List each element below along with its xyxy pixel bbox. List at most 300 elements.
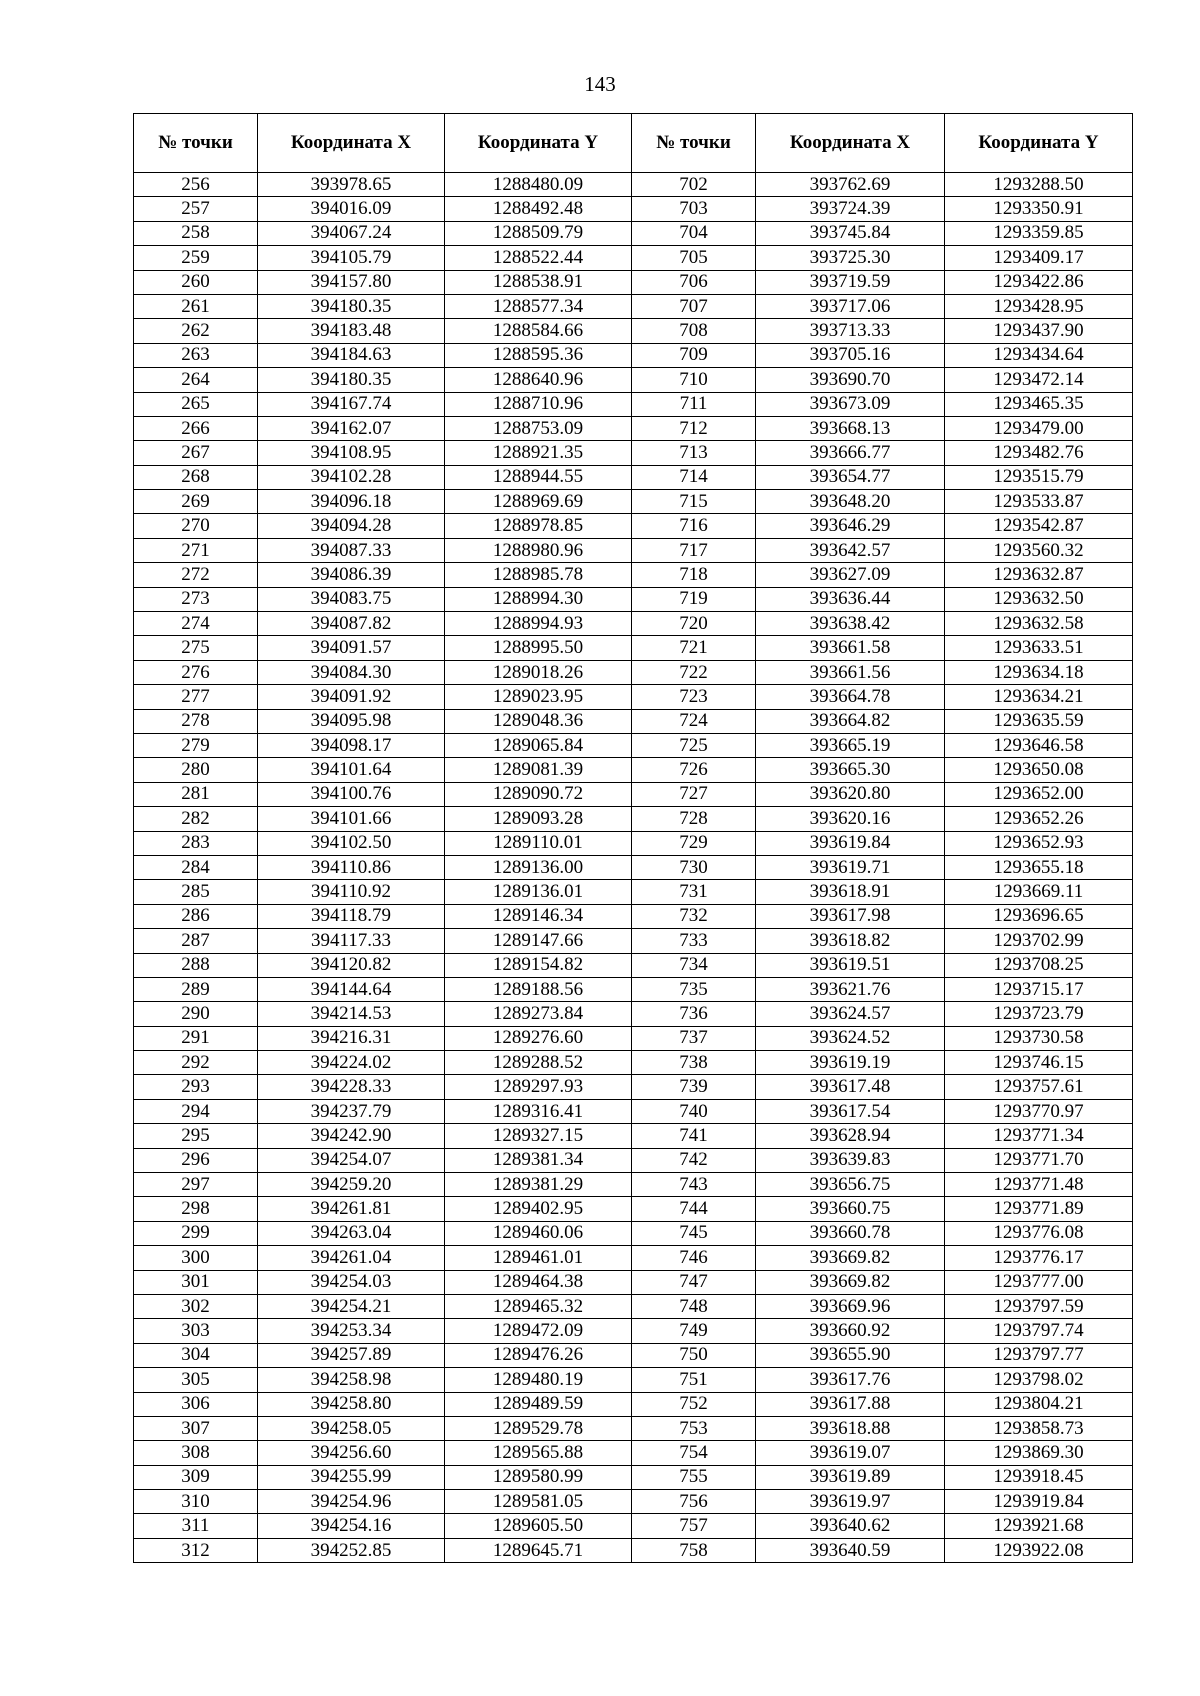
cell-coordinate-y: 1289065.84 <box>445 733 632 757</box>
table-row <box>134 514 1133 538</box>
table-row <box>134 1368 1133 1392</box>
cell-coordinate-x: 394091.92 <box>258 685 445 709</box>
cell-coordinate-y: 1289381.29 <box>445 1173 632 1197</box>
cell-coordinate-x: 394216.31 <box>258 1026 445 1050</box>
cell-coordinate-y-2: 1293669.11 <box>945 880 1133 904</box>
table-row <box>134 1075 1133 1099</box>
cell-coordinate-y: 1289465.32 <box>445 1294 632 1318</box>
header-coordinate-y-2: Координата Y <box>945 114 1133 173</box>
cell-coordinate-y-2: 1293428.95 <box>945 294 1133 318</box>
cell-coordinate-x-2: 393639.83 <box>756 1148 945 1172</box>
cell-coordinate-y: 1289461.01 <box>445 1246 632 1270</box>
cell-coordinate-x: 394118.79 <box>258 904 445 928</box>
cell-point-number: 259 <box>134 246 258 270</box>
table-row <box>134 1441 1133 1465</box>
cell-coordinate-y-2: 1293635.59 <box>945 709 1133 733</box>
cell-point-number: 303 <box>134 1319 258 1343</box>
cell-coordinate-x-2: 393668.13 <box>756 416 945 440</box>
cell-coordinate-y: 1288595.36 <box>445 343 632 367</box>
cell-coordinate-x: 394144.64 <box>258 977 445 1001</box>
cell-coordinate-x: 394086.39 <box>258 563 445 587</box>
cell-point-number: 297 <box>134 1173 258 1197</box>
cell-coordinate-y-2: 1293757.61 <box>945 1075 1133 1099</box>
cell-point-number-2: 718 <box>632 563 756 587</box>
cell-point-number-2: 725 <box>632 733 756 757</box>
cell-coordinate-y-2: 1293652.93 <box>945 831 1133 855</box>
cell-point-number: 293 <box>134 1075 258 1099</box>
cell-point-number: 287 <box>134 929 258 953</box>
cell-point-number: 295 <box>134 1124 258 1148</box>
cell-coordinate-y: 1289297.93 <box>445 1075 632 1099</box>
table-row <box>134 758 1133 782</box>
cell-coordinate-y: 1289288.52 <box>445 1051 632 1075</box>
cell-coordinate-y: 1289476.26 <box>445 1343 632 1367</box>
cell-point-number: 306 <box>134 1392 258 1416</box>
cell-point-number: 269 <box>134 490 258 514</box>
cell-coordinate-y: 1289480.19 <box>445 1368 632 1392</box>
cell-coordinate-y-2: 1293655.18 <box>945 855 1133 879</box>
cell-coordinate-y: 1288753.09 <box>445 416 632 440</box>
cell-coordinate-x: 394228.33 <box>258 1075 445 1099</box>
table-row <box>134 563 1133 587</box>
cell-point-number: 272 <box>134 563 258 587</box>
cell-coordinate-y: 1289581.05 <box>445 1490 632 1514</box>
cell-point-number-2: 745 <box>632 1221 756 1245</box>
cell-coordinate-x: 394259.20 <box>258 1173 445 1197</box>
cell-point-number-2: 721 <box>632 636 756 660</box>
cell-coordinate-y: 1288994.30 <box>445 587 632 611</box>
cell-coordinate-x: 394105.79 <box>258 246 445 270</box>
table-row <box>134 294 1133 318</box>
cell-point-number-2: 742 <box>632 1148 756 1172</box>
cell-point-number: 263 <box>134 343 258 367</box>
cell-coordinate-x-2: 393617.98 <box>756 904 945 928</box>
table-header <box>134 114 1133 173</box>
cell-point-number-2: 732 <box>632 904 756 928</box>
cell-point-number-2: 712 <box>632 416 756 440</box>
cell-coordinate-x: 394102.28 <box>258 465 445 489</box>
cell-coordinate-y-2: 1293560.32 <box>945 538 1133 562</box>
cell-point-number: 291 <box>134 1026 258 1050</box>
cell-coordinate-y: 1288978.85 <box>445 514 632 538</box>
cell-point-number: 258 <box>134 221 258 245</box>
cell-coordinate-y: 1288921.35 <box>445 441 632 465</box>
cell-coordinate-x-2: 393646.29 <box>756 514 945 538</box>
cell-coordinate-y-2: 1293797.74 <box>945 1319 1133 1343</box>
cell-point-number-2: 715 <box>632 490 756 514</box>
cell-coordinate-x-2: 393654.77 <box>756 465 945 489</box>
table-row <box>134 782 1133 806</box>
cell-coordinate-y: 1288480.09 <box>445 173 632 197</box>
cell-coordinate-x-2: 393719.59 <box>756 270 945 294</box>
table-row <box>134 929 1133 953</box>
cell-point-number: 270 <box>134 514 258 538</box>
cell-point-number: 310 <box>134 1490 258 1514</box>
cell-coordinate-x-2: 393669.82 <box>756 1246 945 1270</box>
cell-coordinate-x-2: 393636.44 <box>756 587 945 611</box>
cell-point-number: 307 <box>134 1416 258 1440</box>
cell-point-number: 275 <box>134 636 258 660</box>
cell-point-number: 284 <box>134 855 258 879</box>
cell-coordinate-x: 394257.89 <box>258 1343 445 1367</box>
table-row <box>134 270 1133 294</box>
cell-coordinate-x-2: 393762.69 <box>756 173 945 197</box>
table-row <box>134 1490 1133 1514</box>
cell-coordinate-y-2: 1293465.35 <box>945 392 1133 416</box>
cell-coordinate-x-2: 393705.16 <box>756 343 945 367</box>
cell-coordinate-x-2: 393621.76 <box>756 977 945 1001</box>
cell-coordinate-x-2: 393620.16 <box>756 807 945 831</box>
cell-coordinate-y: 1289460.06 <box>445 1221 632 1245</box>
cell-coordinate-y-2: 1293708.25 <box>945 953 1133 977</box>
header-coordinate-y: Координата Y <box>445 114 632 173</box>
table-row <box>134 1124 1133 1148</box>
cell-coordinate-x-2: 393638.42 <box>756 612 945 636</box>
coordinates-table <box>133 113 1133 1563</box>
table-row <box>134 173 1133 197</box>
cell-coordinate-x-2: 393665.19 <box>756 733 945 757</box>
cell-point-number: 274 <box>134 612 258 636</box>
table-row <box>134 416 1133 440</box>
cell-coordinate-y-2: 1293746.15 <box>945 1051 1133 1075</box>
cell-coordinate-y-2: 1293350.91 <box>945 197 1133 221</box>
cell-coordinate-y: 1288710.96 <box>445 392 632 416</box>
cell-coordinate-y: 1289154.82 <box>445 953 632 977</box>
cell-point-number-2: 702 <box>632 173 756 197</box>
cell-coordinate-y: 1289327.15 <box>445 1124 632 1148</box>
table-row <box>134 831 1133 855</box>
cell-coordinate-x: 393978.65 <box>258 173 445 197</box>
cell-coordinate-y: 1289472.09 <box>445 1319 632 1343</box>
cell-point-number: 268 <box>134 465 258 489</box>
cell-coordinate-y-2: 1293797.77 <box>945 1343 1133 1367</box>
cell-coordinate-x: 394254.03 <box>258 1270 445 1294</box>
table-body <box>134 173 1133 1563</box>
cell-point-number-2: 741 <box>632 1124 756 1148</box>
cell-point-number: 273 <box>134 587 258 611</box>
cell-point-number-2: 740 <box>632 1099 756 1123</box>
cell-coordinate-y-2: 1293515.79 <box>945 465 1133 489</box>
cell-point-number-2: 709 <box>632 343 756 367</box>
cell-point-number-2: 706 <box>632 270 756 294</box>
table-row <box>134 855 1133 879</box>
cell-coordinate-y-2: 1293472.14 <box>945 368 1133 392</box>
cell-coordinate-y: 1289402.95 <box>445 1197 632 1221</box>
cell-coordinate-y-2: 1293632.50 <box>945 587 1133 611</box>
table-row <box>134 1002 1133 1026</box>
cell-coordinate-y: 1288577.34 <box>445 294 632 318</box>
cell-coordinate-x-2: 393619.51 <box>756 953 945 977</box>
cell-coordinate-x: 394098.17 <box>258 733 445 757</box>
cell-coordinate-y-2: 1293921.68 <box>945 1514 1133 1538</box>
cell-coordinate-x: 394255.99 <box>258 1465 445 1489</box>
cell-coordinate-y-2: 1293804.21 <box>945 1392 1133 1416</box>
cell-coordinate-x: 394120.82 <box>258 953 445 977</box>
cell-point-number-2: 722 <box>632 660 756 684</box>
table-row <box>134 441 1133 465</box>
cell-coordinate-y: 1288492.48 <box>445 197 632 221</box>
cell-coordinate-x: 394258.80 <box>258 1392 445 1416</box>
cell-coordinate-y-2: 1293918.45 <box>945 1465 1133 1489</box>
table-row <box>134 733 1133 757</box>
cell-coordinate-x-2: 393619.84 <box>756 831 945 855</box>
cell-point-number: 299 <box>134 1221 258 1245</box>
cell-point-number-2: 752 <box>632 1392 756 1416</box>
cell-coordinate-y: 1289018.26 <box>445 660 632 684</box>
cell-coordinate-y-2: 1293715.17 <box>945 977 1133 1001</box>
header-point-number-2: № точки <box>632 114 756 173</box>
cell-coordinate-y: 1289136.00 <box>445 855 632 879</box>
cell-coordinate-x-2: 393617.76 <box>756 1368 945 1392</box>
cell-point-number-2: 750 <box>632 1343 756 1367</box>
cell-point-number-2: 728 <box>632 807 756 831</box>
cell-coordinate-y-2: 1293634.18 <box>945 660 1133 684</box>
cell-coordinate-y-2: 1293798.02 <box>945 1368 1133 1392</box>
cell-coordinate-y-2: 1293409.17 <box>945 246 1133 270</box>
cell-coordinate-y: 1288538.91 <box>445 270 632 294</box>
cell-coordinate-x: 394183.48 <box>258 319 445 343</box>
cell-coordinate-y: 1289048.36 <box>445 709 632 733</box>
table-row <box>134 1538 1133 1562</box>
cell-coordinate-y: 1289529.78 <box>445 1416 632 1440</box>
cell-coordinate-y: 1289381.34 <box>445 1148 632 1172</box>
cell-coordinate-x: 394258.98 <box>258 1368 445 1392</box>
cell-coordinate-x-2: 393661.58 <box>756 636 945 660</box>
cell-coordinate-x-2: 393664.78 <box>756 685 945 709</box>
cell-point-number-2: 746 <box>632 1246 756 1270</box>
cell-point-number: 262 <box>134 319 258 343</box>
cell-coordinate-x: 394254.07 <box>258 1148 445 1172</box>
cell-coordinate-x-2: 393713.33 <box>756 319 945 343</box>
cell-point-number-2: 730 <box>632 855 756 879</box>
table-row <box>134 1099 1133 1123</box>
cell-point-number-2: 726 <box>632 758 756 782</box>
cell-coordinate-y: 1289090.72 <box>445 782 632 806</box>
cell-point-number: 288 <box>134 953 258 977</box>
cell-coordinate-y-2: 1293777.00 <box>945 1270 1133 1294</box>
cell-coordinate-x-2: 393618.82 <box>756 929 945 953</box>
cell-coordinate-x-2: 393640.62 <box>756 1514 945 1538</box>
cell-point-number: 279 <box>134 733 258 757</box>
cell-coordinate-x-2: 393664.82 <box>756 709 945 733</box>
cell-point-number: 302 <box>134 1294 258 1318</box>
cell-coordinate-y: 1288980.96 <box>445 538 632 562</box>
cell-coordinate-x-2: 393617.54 <box>756 1099 945 1123</box>
cell-coordinate-x-2: 393660.75 <box>756 1197 945 1221</box>
table-row <box>134 1416 1133 1440</box>
cell-point-number-2: 747 <box>632 1270 756 1294</box>
cell-coordinate-x-2: 393642.57 <box>756 538 945 562</box>
table-row <box>134 587 1133 611</box>
cell-coordinate-y: 1288944.55 <box>445 465 632 489</box>
cell-point-number: 260 <box>134 270 258 294</box>
cell-point-number: 286 <box>134 904 258 928</box>
table-row <box>134 1173 1133 1197</box>
cell-coordinate-y: 1289023.95 <box>445 685 632 709</box>
table-row <box>134 904 1133 928</box>
table-row <box>134 1514 1133 1538</box>
cell-coordinate-x: 394263.04 <box>258 1221 445 1245</box>
cell-point-number-2: 735 <box>632 977 756 1001</box>
table-row <box>134 490 1133 514</box>
cell-coordinate-x: 394101.66 <box>258 807 445 831</box>
cell-coordinate-y: 1289605.50 <box>445 1514 632 1538</box>
table-row <box>134 1343 1133 1367</box>
cell-coordinate-x: 394157.80 <box>258 270 445 294</box>
cell-coordinate-y-2: 1293632.87 <box>945 563 1133 587</box>
cell-coordinate-y-2: 1293646.58 <box>945 733 1133 757</box>
cell-coordinate-x: 394096.18 <box>258 490 445 514</box>
cell-coordinate-x: 394242.90 <box>258 1124 445 1148</box>
cell-coordinate-y-2: 1293771.48 <box>945 1173 1133 1197</box>
table-row <box>134 221 1133 245</box>
table-row <box>134 246 1133 270</box>
cell-point-number-2: 729 <box>632 831 756 855</box>
cell-coordinate-x-2: 393640.59 <box>756 1538 945 1562</box>
header-point-number: № точки <box>134 114 258 173</box>
cell-coordinate-x-2: 393669.96 <box>756 1294 945 1318</box>
cell-point-number-2: 737 <box>632 1026 756 1050</box>
cell-point-number-2: 727 <box>632 782 756 806</box>
cell-coordinate-x: 394254.21 <box>258 1294 445 1318</box>
cell-point-number: 271 <box>134 538 258 562</box>
cell-coordinate-y-2: 1293633.51 <box>945 636 1133 660</box>
cell-coordinate-x: 394254.96 <box>258 1490 445 1514</box>
table-row <box>134 368 1133 392</box>
cell-coordinate-x: 394214.53 <box>258 1002 445 1026</box>
cell-coordinate-x-2: 393624.57 <box>756 1002 945 1026</box>
cell-coordinate-x-2: 393669.82 <box>756 1270 945 1294</box>
cell-coordinate-y-2: 1293858.73 <box>945 1416 1133 1440</box>
table-row <box>134 709 1133 733</box>
cell-point-number-2: 758 <box>632 1538 756 1562</box>
cell-coordinate-y-2: 1293359.85 <box>945 221 1133 245</box>
cell-point-number: 300 <box>134 1246 258 1270</box>
cell-coordinate-y-2: 1293652.26 <box>945 807 1133 831</box>
cell-coordinate-x-2: 393656.75 <box>756 1173 945 1197</box>
cell-point-number: 277 <box>134 685 258 709</box>
cell-point-number-2: 720 <box>632 612 756 636</box>
cell-point-number: 308 <box>134 1441 258 1465</box>
header-coordinate-x: Координата X <box>258 114 445 173</box>
cell-point-number: 290 <box>134 1002 258 1026</box>
cell-coordinate-y-2: 1293634.21 <box>945 685 1133 709</box>
cell-coordinate-x: 394083.75 <box>258 587 445 611</box>
cell-coordinate-x-2: 393624.52 <box>756 1026 945 1050</box>
cell-coordinate-y-2: 1293919.84 <box>945 1490 1133 1514</box>
cell-coordinate-y-2: 1293869.30 <box>945 1441 1133 1465</box>
cell-coordinate-y-2: 1293482.76 <box>945 441 1133 465</box>
cell-coordinate-y: 1288640.96 <box>445 368 632 392</box>
cell-point-number-2: 751 <box>632 1368 756 1392</box>
table-row <box>134 1246 1133 1270</box>
cell-coordinate-x-2: 393617.48 <box>756 1075 945 1099</box>
cell-point-number: 264 <box>134 368 258 392</box>
cell-point-number-2: 710 <box>632 368 756 392</box>
cell-coordinate-x: 394253.34 <box>258 1319 445 1343</box>
cell-coordinate-x: 394101.64 <box>258 758 445 782</box>
cell-coordinate-y-2: 1293696.65 <box>945 904 1133 928</box>
cell-coordinate-x-2: 393673.09 <box>756 392 945 416</box>
cell-point-number: 292 <box>134 1051 258 1075</box>
cell-point-number-2: 713 <box>632 441 756 465</box>
cell-point-number-2: 731 <box>632 880 756 904</box>
cell-coordinate-x-2: 393619.07 <box>756 1441 945 1465</box>
table-row <box>134 1148 1133 1172</box>
cell-coordinate-x: 394117.33 <box>258 929 445 953</box>
cell-coordinate-y: 1289146.34 <box>445 904 632 928</box>
cell-coordinate-y-2: 1293770.97 <box>945 1099 1133 1123</box>
cell-point-number-2: 714 <box>632 465 756 489</box>
cell-coordinate-x-2: 393619.89 <box>756 1465 945 1489</box>
cell-point-number: 267 <box>134 441 258 465</box>
cell-coordinate-y: 1289580.99 <box>445 1465 632 1489</box>
cell-coordinate-y: 1289273.84 <box>445 1002 632 1026</box>
cell-coordinate-x: 394067.24 <box>258 221 445 245</box>
cell-coordinate-y-2: 1293650.08 <box>945 758 1133 782</box>
cell-point-number: 312 <box>134 1538 258 1562</box>
cell-coordinate-x-2: 393619.71 <box>756 855 945 879</box>
cell-coordinate-x-2: 393655.90 <box>756 1343 945 1367</box>
cell-coordinate-x-2: 393620.80 <box>756 782 945 806</box>
cell-point-number: 261 <box>134 294 258 318</box>
cell-coordinate-x: 394237.79 <box>258 1099 445 1123</box>
cell-point-number-2: 723 <box>632 685 756 709</box>
cell-point-number: 305 <box>134 1368 258 1392</box>
cell-coordinate-y-2: 1293702.99 <box>945 929 1133 953</box>
cell-coordinate-y: 1288995.50 <box>445 636 632 660</box>
cell-coordinate-x-2: 393627.09 <box>756 563 945 587</box>
cell-point-number-2: 756 <box>632 1490 756 1514</box>
cell-point-number: 301 <box>134 1270 258 1294</box>
cell-coordinate-x-2: 393717.06 <box>756 294 945 318</box>
cell-point-number: 296 <box>134 1148 258 1172</box>
cell-coordinate-y-2: 1293533.87 <box>945 490 1133 514</box>
cell-point-number-2: 711 <box>632 392 756 416</box>
table-row <box>134 1270 1133 1294</box>
cell-coordinate-y-2: 1293437.90 <box>945 319 1133 343</box>
cell-point-number-2: 716 <box>632 514 756 538</box>
cell-point-number: 289 <box>134 977 258 1001</box>
cell-coordinate-x: 394110.86 <box>258 855 445 879</box>
cell-coordinate-x: 394180.35 <box>258 294 445 318</box>
cell-point-number-2: 707 <box>632 294 756 318</box>
cell-coordinate-y-2: 1293288.50 <box>945 173 1133 197</box>
cell-point-number-2: 708 <box>632 319 756 343</box>
cell-coordinate-x: 394258.05 <box>258 1416 445 1440</box>
table-row <box>134 660 1133 684</box>
cell-coordinate-y: 1289081.39 <box>445 758 632 782</box>
cell-coordinate-x: 394087.33 <box>258 538 445 562</box>
cell-coordinate-x: 394162.07 <box>258 416 445 440</box>
cell-coordinate-x: 394180.35 <box>258 368 445 392</box>
cell-point-number: 281 <box>134 782 258 806</box>
cell-point-number-2: 755 <box>632 1465 756 1489</box>
cell-coordinate-y-2: 1293723.79 <box>945 1002 1133 1026</box>
cell-coordinate-x-2: 393618.91 <box>756 880 945 904</box>
cell-coordinate-x: 394084.30 <box>258 660 445 684</box>
cell-coordinate-x-2: 393725.30 <box>756 246 945 270</box>
cell-coordinate-x: 394254.16 <box>258 1514 445 1538</box>
table-row <box>134 1294 1133 1318</box>
table-row <box>134 977 1133 1001</box>
cell-coordinate-y-2: 1293771.70 <box>945 1148 1133 1172</box>
cell-point-number: 283 <box>134 831 258 855</box>
cell-point-number-2: 705 <box>632 246 756 270</box>
cell-coordinate-y-2: 1293479.00 <box>945 416 1133 440</box>
cell-coordinate-x-2: 393745.84 <box>756 221 945 245</box>
table-row <box>134 880 1133 904</box>
